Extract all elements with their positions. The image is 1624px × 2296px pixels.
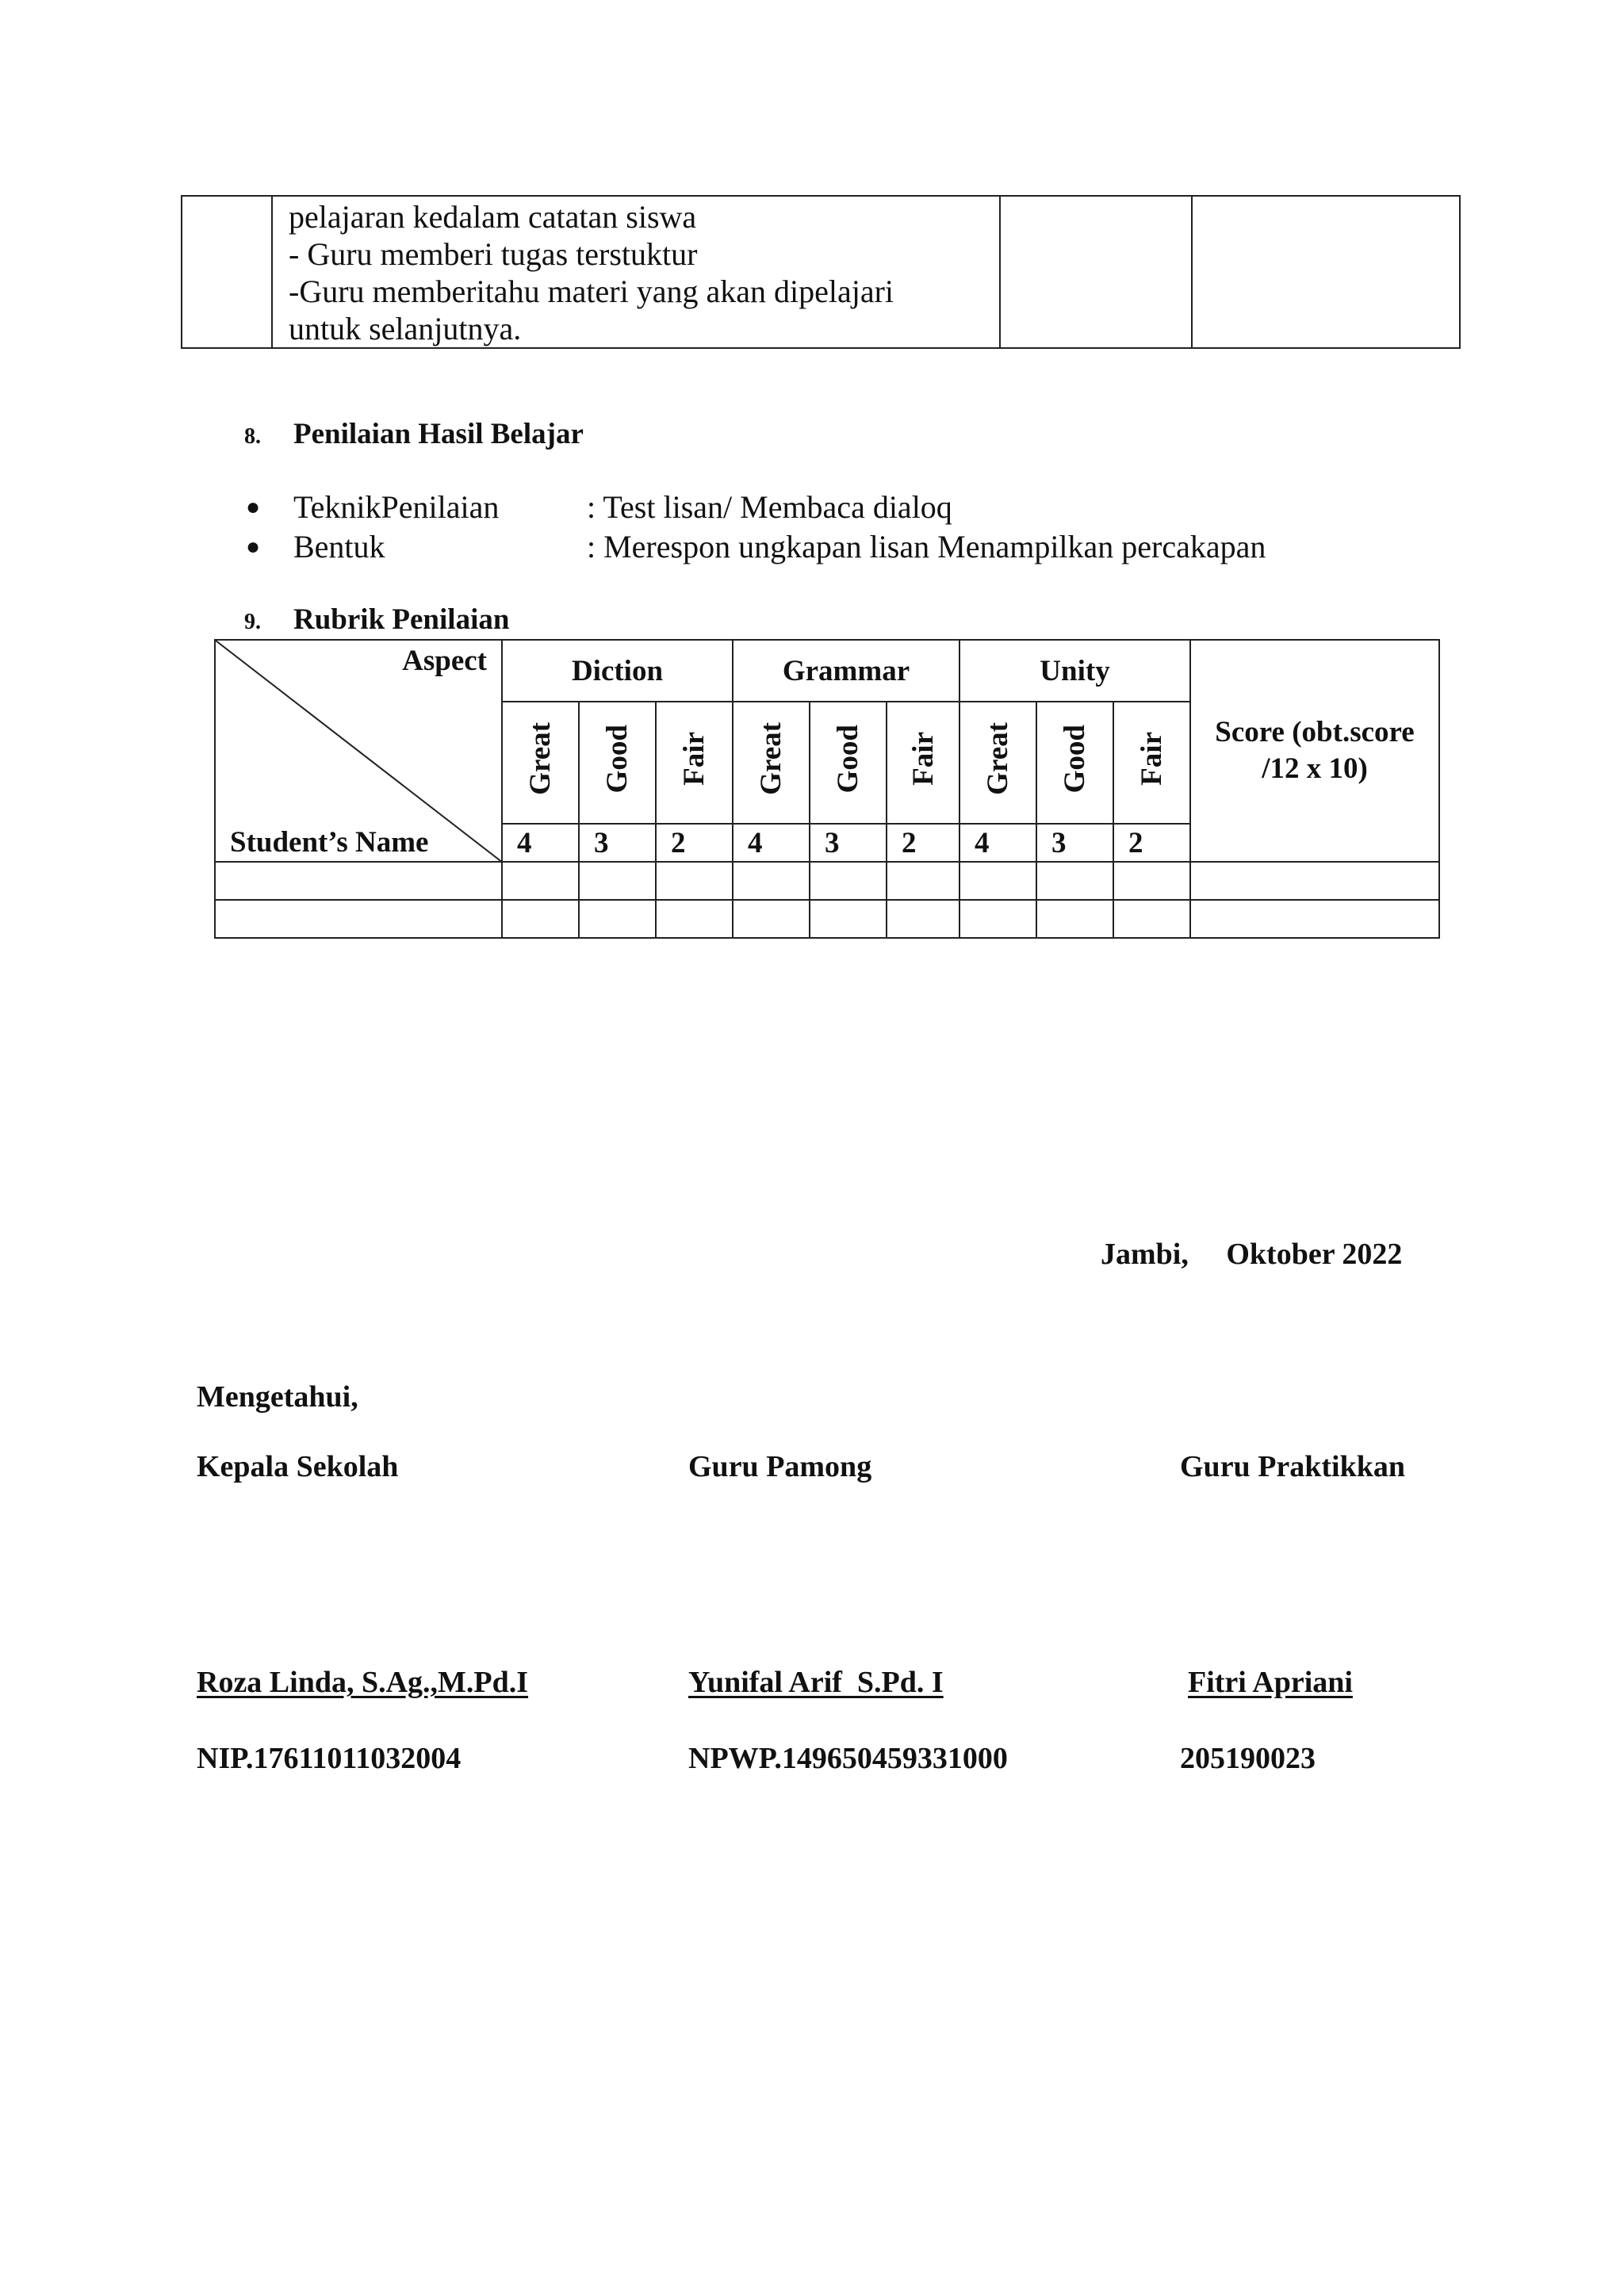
- score-cell: [810, 862, 887, 900]
- activity-line: untuk selanjutnya.: [289, 311, 522, 346]
- student-name-cell: [215, 862, 502, 900]
- signer-id: NIP.17611011032004: [197, 1742, 462, 1775]
- activity-cell: [272, 196, 1000, 348]
- level-header: [579, 702, 656, 824]
- level-label: Fair: [906, 732, 940, 786]
- table-cell-empty: [1000, 196, 1192, 348]
- score-cell: [1113, 900, 1190, 938]
- signer-id: 205190023: [1180, 1742, 1316, 1775]
- score-header: [1190, 640, 1439, 862]
- list-item: [246, 528, 1266, 565]
- level-header: [887, 702, 959, 824]
- level-label: Good: [832, 724, 864, 794]
- aspect-header: Diction: [502, 640, 733, 702]
- score-cell: [1113, 862, 1190, 900]
- signer-name: Yunifal Arif S.Pd. I: [688, 1666, 944, 1699]
- score-value: 4: [502, 824, 579, 862]
- score-value: 2: [887, 824, 959, 862]
- activity-line: - Guru memberi tugas terstuktur: [289, 236, 698, 272]
- level-header: [656, 702, 733, 824]
- score-cell: [887, 900, 959, 938]
- level-header: [1113, 702, 1190, 824]
- section-8-heading: [244, 417, 584, 451]
- section-number: 9.: [244, 610, 261, 634]
- section-9-heading: [244, 603, 509, 637]
- list-item: [246, 488, 952, 526]
- score-cell: [733, 900, 810, 938]
- signer-name: Fitri Apriani: [1188, 1666, 1353, 1699]
- score-cell: [502, 900, 579, 938]
- bullet-icon: ●: [246, 493, 261, 520]
- score-cell: [810, 900, 887, 938]
- score-value: 3: [1036, 824, 1113, 862]
- signer-name: Roza Linda, S.Ag.,M.Pd.I: [197, 1666, 529, 1699]
- total-score-cell: [1190, 900, 1439, 938]
- item-value: : Test lisan/ Membaca dialoq: [587, 489, 952, 525]
- level-label: Great: [524, 722, 557, 795]
- signer-role: Kepala Sekolah: [197, 1450, 399, 1483]
- score-cell: [887, 862, 959, 900]
- table-cell-empty: [1192, 196, 1460, 348]
- level-header: [959, 702, 1036, 824]
- aspect-header: Grammar: [733, 640, 959, 702]
- bullet-icon: ●: [246, 533, 261, 560]
- section-title: Rubrik Penilaian: [293, 603, 510, 636]
- item-label: Bentuk: [293, 529, 385, 564]
- student-name-cell: [215, 900, 502, 938]
- score-value: 2: [1113, 824, 1190, 862]
- level-label: Good: [601, 724, 634, 794]
- signer-role: Guru Praktikkan: [1180, 1450, 1406, 1483]
- mengetahui-label: Mengetahui,: [197, 1380, 358, 1414]
- aspect-header: Unity: [959, 640, 1190, 702]
- level-header: [1036, 702, 1113, 824]
- score-cell: [1036, 862, 1113, 900]
- item-value: : Merespon ungkapan lisan Menampilkan percakapan: [587, 529, 1266, 564]
- table-row: [215, 862, 1439, 900]
- table-cell-empty: [182, 196, 272, 348]
- activity-line: pelajaran kedalam catatan siswa: [289, 199, 697, 235]
- score-cell: [502, 862, 579, 900]
- level-label: Good: [1059, 724, 1091, 794]
- corner-student-label: Student’s Name: [230, 826, 429, 859]
- score-value: 2: [656, 824, 733, 862]
- section-title: Penilaian Hasil Belajar: [293, 418, 584, 450]
- level-label: Fair: [678, 732, 710, 786]
- item-label: TeknikPenilaian: [293, 489, 500, 525]
- score-cell: [733, 862, 810, 900]
- score-value: 4: [733, 824, 810, 862]
- score-cell: [656, 900, 733, 938]
- level-label: Great: [982, 722, 1014, 795]
- corner-header-cell: [215, 640, 502, 862]
- level-label: Great: [755, 722, 787, 795]
- score-value: 4: [959, 824, 1036, 862]
- score-cell: [959, 900, 1036, 938]
- score-cell: [1036, 900, 1113, 938]
- continuation-table: [181, 195, 1461, 349]
- level-label: Fair: [1136, 732, 1168, 786]
- total-score-cell: [1190, 862, 1439, 900]
- level-header: [733, 702, 810, 824]
- level-header: [502, 702, 579, 824]
- score-value: 3: [810, 824, 887, 862]
- signer-id: NPWP.149650459331000: [688, 1742, 1008, 1775]
- activity-line: -Guru memberitahu materi yang akan dipelajari: [289, 274, 894, 309]
- rubric-table: [214, 639, 1440, 939]
- score-cell: [656, 862, 733, 900]
- signer-role: Guru Pamong: [688, 1450, 872, 1483]
- score-cell: [579, 900, 656, 938]
- section-number: 8.: [244, 424, 261, 449]
- score-cell: [959, 862, 1036, 900]
- score-value: 3: [579, 824, 656, 862]
- corner-aspect-label: Aspect: [402, 645, 487, 677]
- level-header: [810, 702, 887, 824]
- score-header-label: Score (obt.score /12 x 10): [1215, 716, 1415, 785]
- table-row: [215, 900, 1439, 938]
- score-cell: [579, 862, 656, 900]
- place-date: Jambi, Oktober 2022: [1101, 1238, 1403, 1271]
